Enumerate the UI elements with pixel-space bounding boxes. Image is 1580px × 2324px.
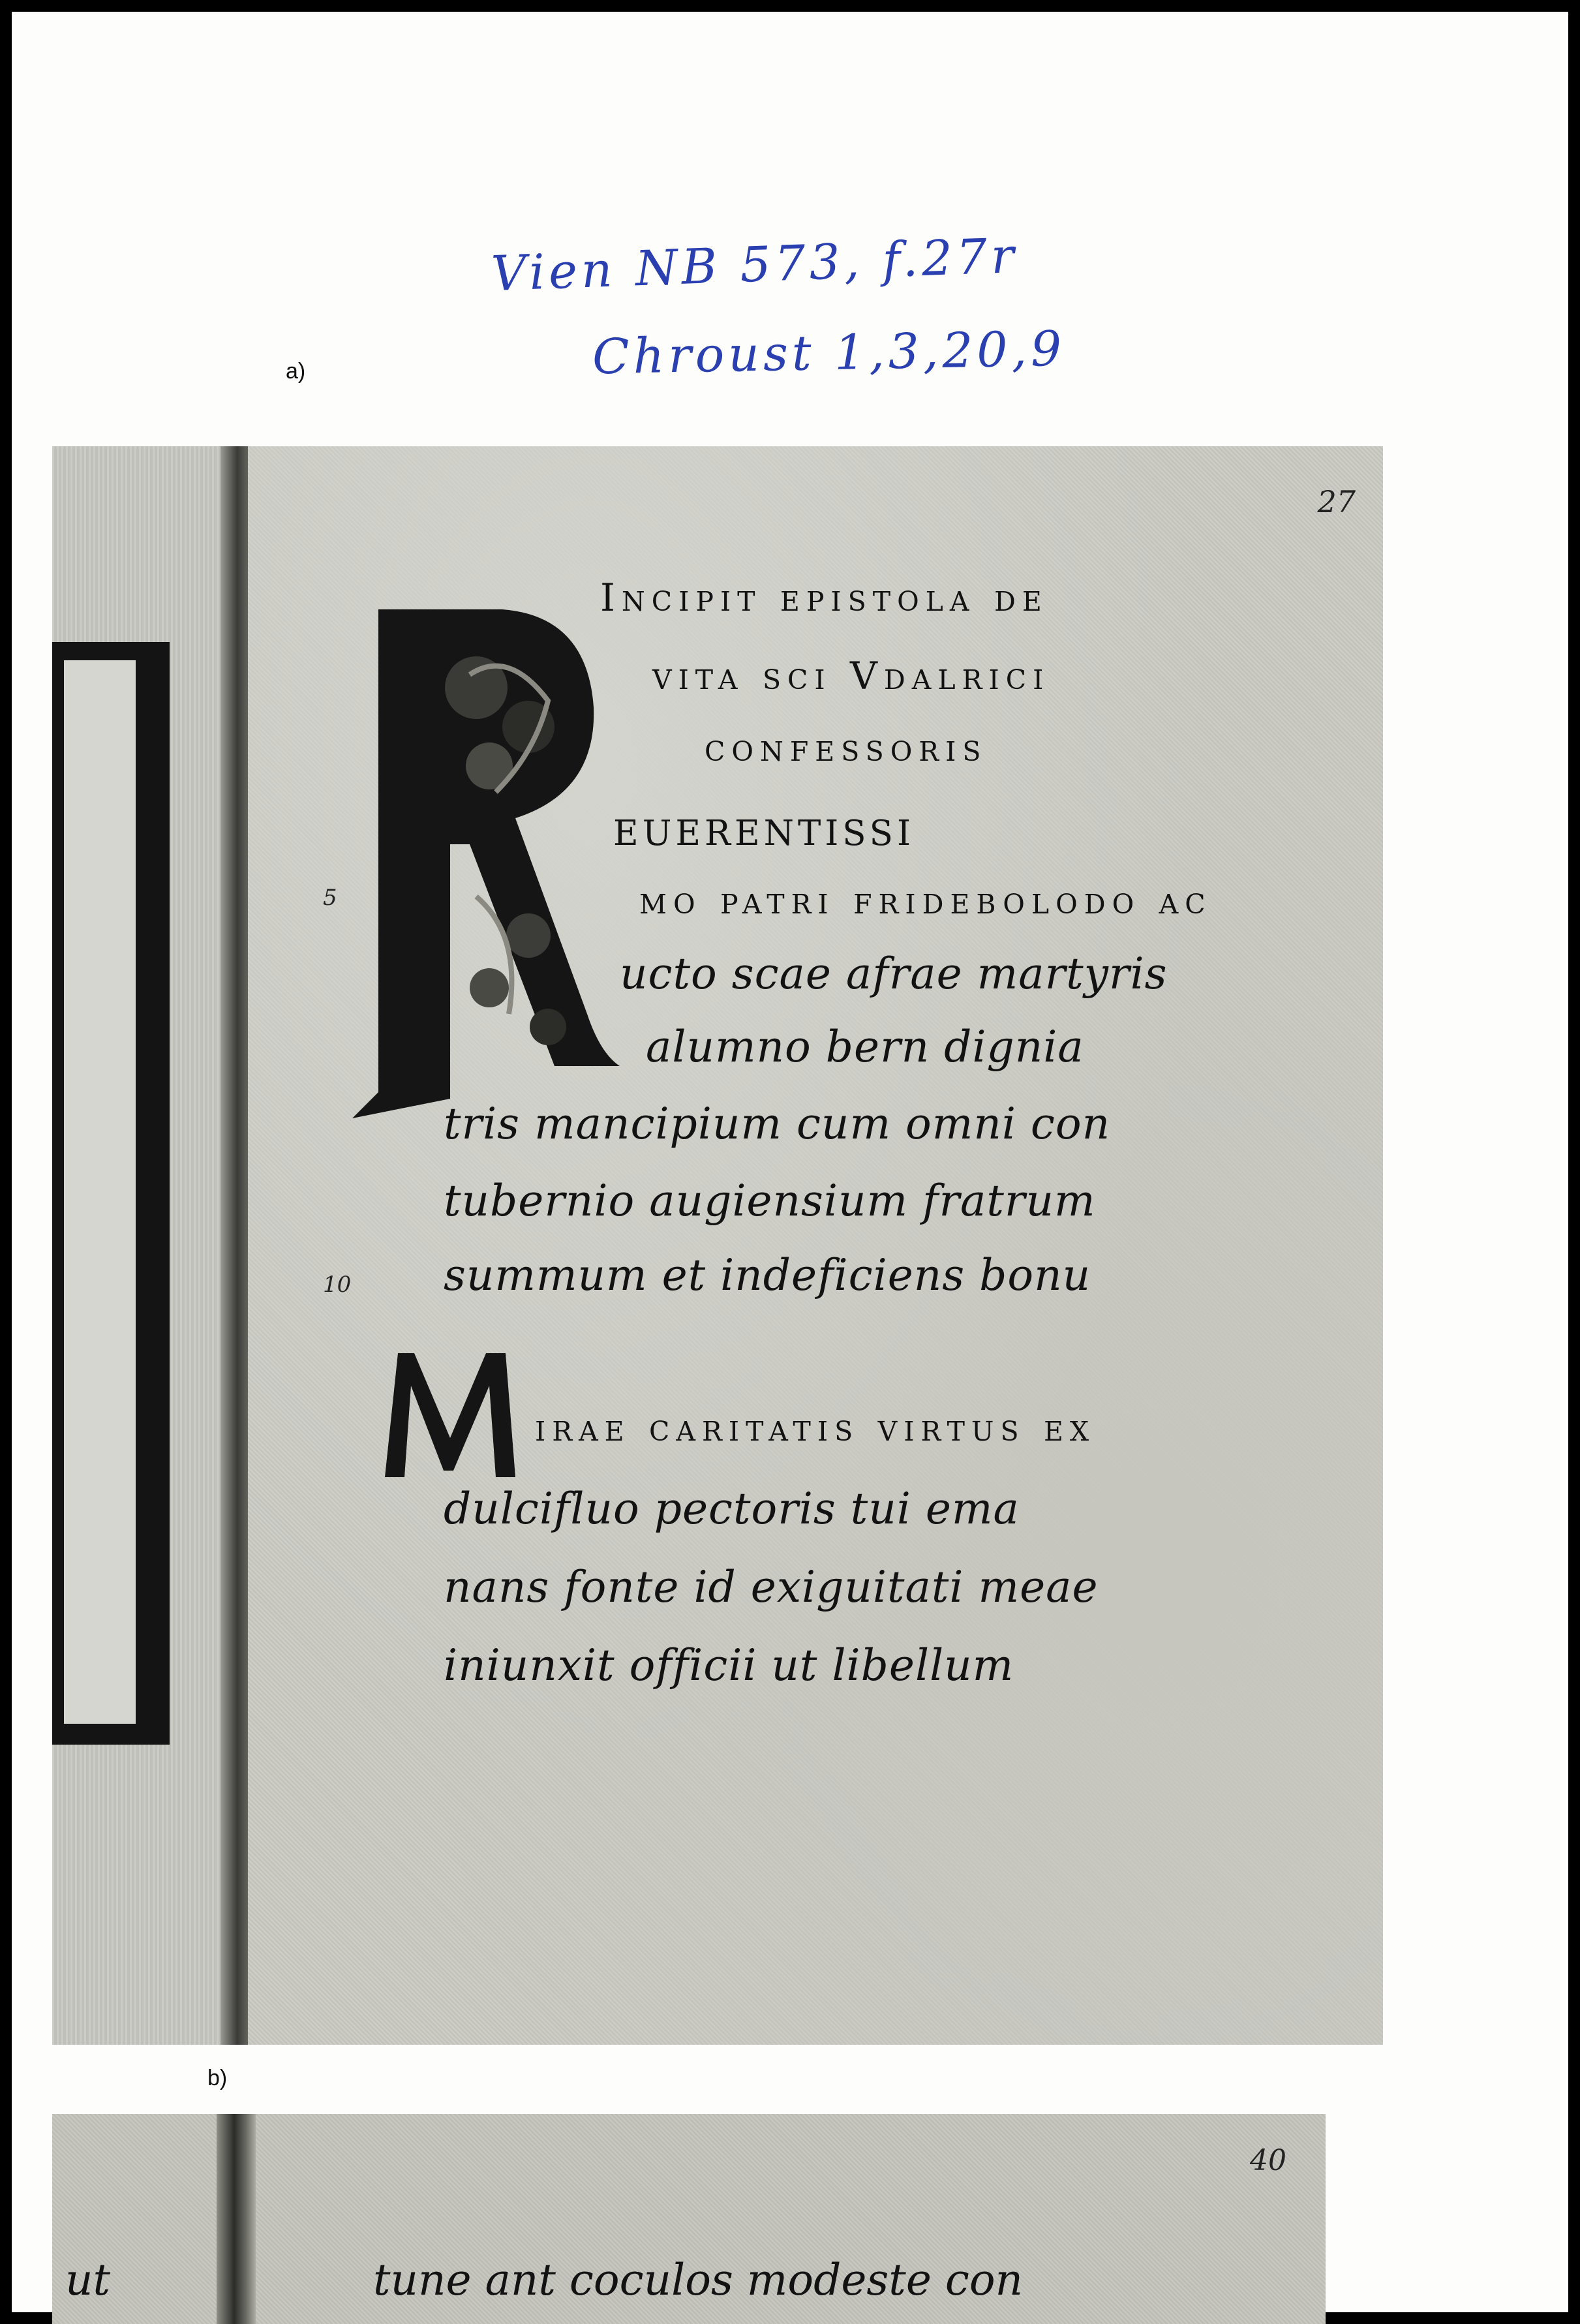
handwritten-shelfmark: Vien NB 573, f.27r: [490, 227, 1019, 303]
manuscript-line-2: vita sci Vdalrici: [652, 654, 1050, 698]
manuscript-line-6: ucto scae afrae martyris: [620, 949, 1168, 999]
manuscript-line-4: euerentissi: [613, 799, 915, 857]
folio-number: 27: [1317, 484, 1356, 519]
manuscript-line-b: tune ant coculos modeste con: [373, 2255, 1024, 2305]
binding-gutter-b: [217, 2114, 256, 2324]
folio-number-b: 40: [1250, 2144, 1286, 2177]
manuscript-line-5: mo patri fridebolodo ac: [639, 878, 1212, 923]
manuscript-facsimile-a: [52, 446, 1383, 2045]
manuscript-line-1: Incipit epistola de: [600, 575, 1048, 620]
initial-m: [378, 1340, 522, 1484]
miniature-panel: [64, 660, 136, 1724]
line-number-5: 5: [323, 885, 337, 911]
manuscript-facsimile-b: [52, 2114, 1326, 2324]
facing-leaf-miniature: [52, 642, 170, 1745]
manuscript-page: [248, 446, 1383, 2045]
decorated-initial-r: [339, 596, 620, 1125]
manuscript-line-14: iniunxit officii ut libellum: [444, 1640, 1014, 1690]
handwritten-reference: Chroust 1,3,20,9: [592, 320, 1066, 386]
plate-label-a: a): [286, 359, 306, 384]
manuscript-line-8: tris mancipium cum omni con: [444, 1099, 1111, 1149]
facing-leaf-fragment: ut: [65, 2255, 111, 2305]
plate-label-b: b): [207, 2066, 228, 2090]
manuscript-line-7: alumno bern dignia: [646, 1022, 1084, 1072]
manuscript-line-3: confessoris: [705, 726, 988, 770]
manuscript-line-9: tubernio augiensium fratrum: [444, 1176, 1096, 1226]
manuscript-line-12: dulcifluo pectoris tui ema: [444, 1484, 1020, 1534]
manuscript-line-13: nans fonte id exiguitati meae: [444, 1562, 1099, 1612]
manuscript-line-10: summum et indeficiens bonu: [444, 1250, 1091, 1300]
manuscript-line-11: irae caritatis virtus ex: [535, 1405, 1096, 1450]
line-number-10: 10: [323, 1272, 352, 1298]
